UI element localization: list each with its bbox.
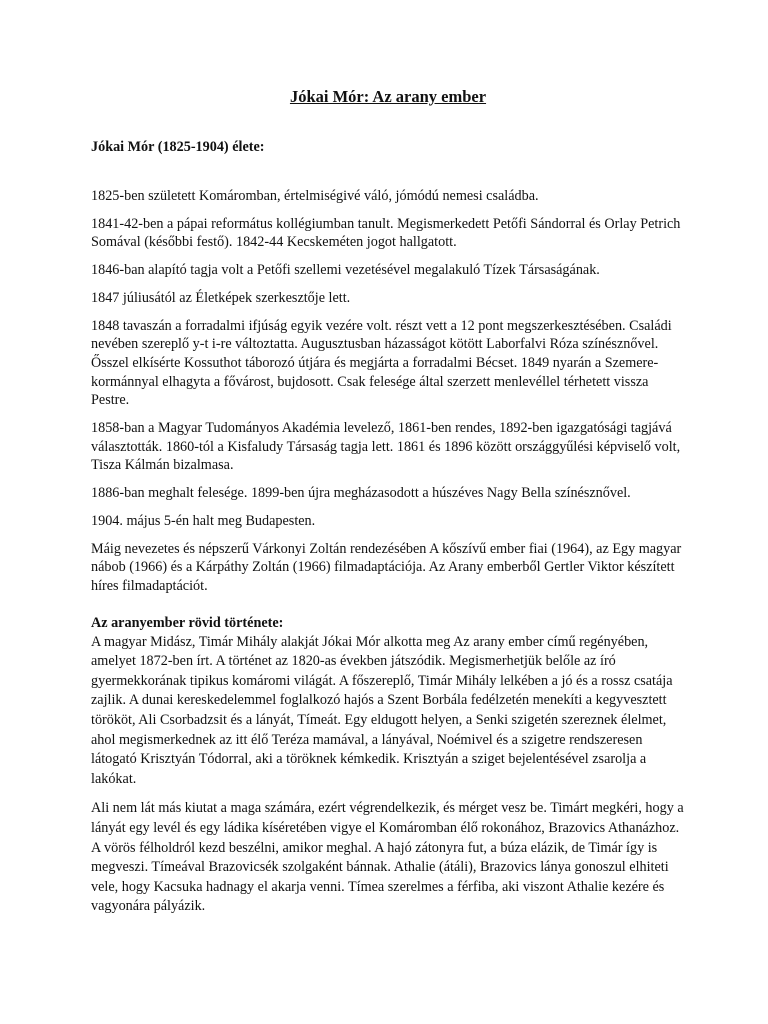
story-paragraph: Ali nem lát más kiutat a maga számára, ezért végrendelkezik, és mérget vesz be. Timárt megkéri, hogy a lányát egy levél és egy ládika kíséretében vigye el Komáromban élő rokonához, Brazovics Athanázhoz. A vörös félholdról kezd beszélni, amikor meghal. A hajó zátonyra fut, a búza elázik, de Timár így is megveszi. Tímeával Brazovicsék szolgaként bánnak. Athalie (átáli), Brazovics lánya gonoszul elhiteti vele, hogy Kacsuka hadnagy el akarja venni. Tímea szerelmes a férfiba, aki viszont Athalie kezére és vagyonára pályázik.: [91, 800, 684, 915]
bio-paragraph: 1858-ban a Magyar Tudományos Akadémia levelező, 1861-ben rendes, 1892-ben igazgatósági tagjává választották. 1860-tól a Kisfaludy Társaság tagja lett. 1861 és 1896 között országgyűlési képviselő volt, Tisza Kálmán bizalmasa.: [91, 420, 681, 474]
story-section: [91, 633, 685, 917]
document-title: Jókai Mór: Az arany ember: [289, 87, 487, 106]
bio-paragraph: 1848 tavaszán a forradalmi ifjúság egyik vezére volt. részt vett a 12 pont megszerkesztésében. Családi nevében szereplő y-t i-re változtatta. Augusztusban házasságot kötött Laborfalvi Róza színésznővel. Ősszel elkísérte Kossuthot táborozó útjára és megjárta a forradalmi Bécset. 1849 nyarán a Szemere- kormánnyal elhagyta a fővárost, bujdosott. Csak felesége által szerzett menlevéllel térhetett vissza Pestre.: [91, 317, 672, 409]
bio-paragraph: 1846-ban alapító tagja volt a Petőfi szellemi vezetésével megalakuló Tízek Társaságának.: [91, 262, 600, 279]
story-paragraph: A magyar Midász, Timár Mihály alakját Jókai Mór alkotta meg Az arany ember című regényében, amelyet 1872-ben írt. A történet az 1820-as években játszódik. Megismerhetjük belőle az író gyermekkorának tipikus komáromi világát. A főszereplő, Timár Mihály lelkében a jó és a rossz csatája zajlik. A dunai kereskedelemmel foglalkozó hajós a Szent Borbála fedélzetén menekíti a kegyvesztett törököt, Ali Csorbadzsit és a lányát, Tímeát. Egy eldugott helyen, a Senki szigetén szereznek élelmet, ahol megismerkednek az itt élő Teréza mamával, a lányával, Noémivel és a szigetre rendszeresen látogató Krisztyán Tódorral, aki a töröknek kémkedik. Krisztyán a sziget bejelentésével zsarolja a lakókat.: [91, 633, 673, 787]
bio-paragraph: 1847 júliusától az Életképek szerkesztője lett.: [91, 289, 351, 306]
bio-paragraph: 1886-ban meghalt felesége. 1899-ben újra megházasodott a húszéves Nagy Bella színésznővel.: [91, 485, 631, 502]
bio-paragraph: 1904. május 5-én halt meg Budapesten.: [91, 512, 316, 529]
bio-section: [91, 187, 685, 596]
story-heading: Az aranyember rövid története:: [91, 614, 284, 631]
bio-paragraph: Máig nevezetes és népszerű Várkonyi Zoltán rendezésében A kőszívű ember fiai (1964), az Egy magyar nábob (1966) és a Kárpáthy Zoltán (1966) filmadaptációja. Az Arany emberből Gertler Viktor készített híres filmadaptációt.: [91, 540, 682, 594]
bio-heading: Jókai Mór (1825-1904) élete:: [91, 139, 265, 155]
document-page: [91, 86, 685, 927]
bio-paragraph: 1825-ben született Komáromban, értelmiségivé váló, jómódú nemesi családba.: [91, 188, 539, 204]
bio-paragraph: 1841-42-ben a pápai református kollégiumban tanult. Megismerkedett Petőfi Sándorral és Orlay Petrich Somával (későbbi festő). 1842-44 Kecskeméten jogot hallgatott.: [91, 215, 681, 251]
